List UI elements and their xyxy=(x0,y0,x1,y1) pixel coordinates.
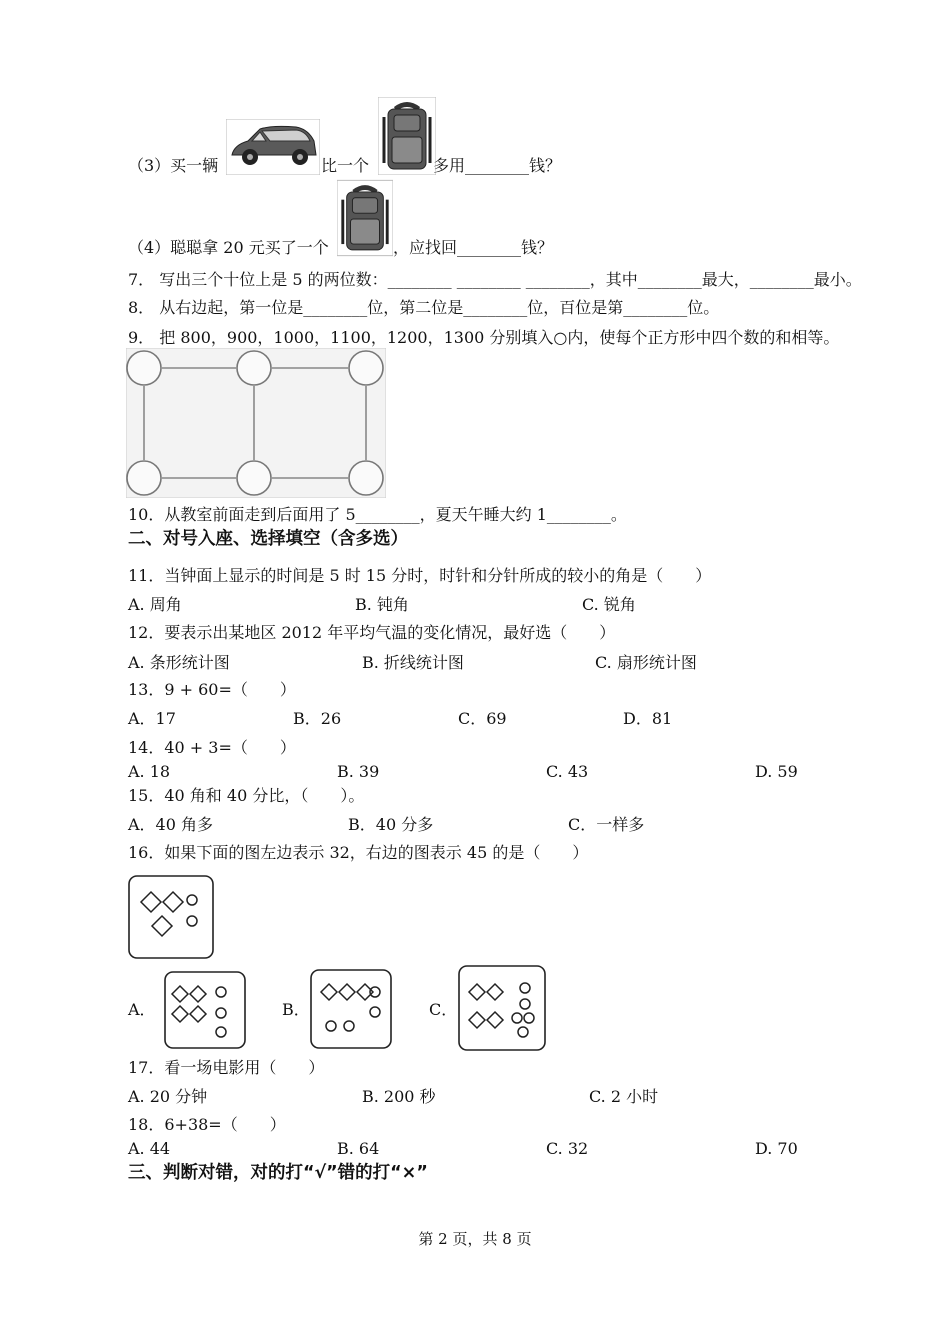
q11-stem: 11．当钟面上显示的时间是 5 时 15 分时，时针和分针所成的较小的角是（ ） xyxy=(128,566,712,585)
q13-stem: 13．9 + 60=（ ） xyxy=(128,680,296,699)
q18-stem: 18．6+38=（ ） xyxy=(128,1115,286,1134)
shape-card-image[interactable] xyxy=(153,966,249,1052)
backpack-image xyxy=(378,97,436,175)
q18-option-d[interactable]: D. 70 xyxy=(755,1139,798,1158)
q16-option-a[interactable]: A． xyxy=(128,1000,156,1019)
q18-option-a[interactable]: A. 44 xyxy=(128,1139,171,1158)
q15-option-b[interactable]: B．40 分多 xyxy=(348,815,434,834)
section-3-heading: 三、判断对错，对的打“√”错的打“×” xyxy=(128,1163,428,1183)
q16-option-c[interactable]: C． xyxy=(429,1000,458,1019)
q12-stem: 12．要表示出某地区 2012 年平均气温的变化情况，最好选（ ） xyxy=(128,623,616,642)
q17-stem: 17．看一场电影用（ ） xyxy=(128,1058,325,1077)
q14-option-d[interactable]: D. 59 xyxy=(755,762,798,781)
q7-text: 7． 写出三个十位上是 5 的两位数：________ ________ ________，其中________最大，________最小。 xyxy=(128,270,862,289)
backpack-image xyxy=(337,179,393,257)
q13-option-c[interactable]: C．69 xyxy=(458,709,507,728)
q6-3-middle: 比一个 xyxy=(321,156,370,175)
q14-option-b[interactable]: B. 39 xyxy=(337,762,380,781)
q6-4-suffix: ，应找回________钱？ xyxy=(393,238,554,257)
q12-option-a[interactable]: A. 条形统计图 xyxy=(128,653,230,672)
q14-option-c[interactable]: C. 43 xyxy=(546,762,589,781)
circle-square-diagram xyxy=(126,348,386,498)
car-image xyxy=(226,119,320,175)
q11-option-b[interactable]: B. 钝角 xyxy=(355,595,409,614)
q18-option-c[interactable]: C. 32 xyxy=(546,1139,589,1158)
q15-option-c[interactable]: C．一样多 xyxy=(568,815,645,834)
shape-card-image[interactable] xyxy=(455,962,549,1054)
q6-4-prefix: （4）聪聪拿 20 元买了一个 xyxy=(128,238,329,257)
q15-option-a[interactable]: A．40 角多 xyxy=(128,815,214,834)
q16-option-b[interactable]: B． xyxy=(282,1000,310,1019)
q13-option-d[interactable]: D．81 xyxy=(623,709,673,728)
section-2-heading: 二、对号入座、选择填空（含多选） xyxy=(128,529,408,549)
q6-3-prefix: （3）买一辆 xyxy=(128,156,219,175)
q10-text: 10．从教室前面走到后面用了 5________，夏天午睡大约 1________。 xyxy=(128,505,627,524)
q13-option-b[interactable]: B．26 xyxy=(293,709,342,728)
q15-stem: 15．40 角和 40 分比，（ ）。 xyxy=(128,786,365,805)
shape-card-image xyxy=(126,864,240,964)
q17-option-a[interactable]: A. 20 分钟 xyxy=(128,1087,208,1106)
q14-stem: 14．40 + 3=（ ） xyxy=(128,738,296,757)
q17-option-b[interactable]: B. 200 秒 xyxy=(362,1087,436,1106)
page-footer: 第 2 页，共 8 页 xyxy=(418,1230,532,1248)
q17-option-c[interactable]: C. 2 小时 xyxy=(589,1087,659,1106)
q18-option-b[interactable]: B. 64 xyxy=(337,1139,380,1158)
q11-option-a[interactable]: A. 周角 xyxy=(128,595,182,614)
q16-stem: 16．如果下面的图左边表示 32，右边的图表示 45 的是（ ） xyxy=(128,843,589,862)
q12-option-b[interactable]: B. 折线统计图 xyxy=(362,653,464,672)
q12-option-c[interactable]: C. 扇形统计图 xyxy=(595,653,697,672)
q6-3-suffix: 多用________钱？ xyxy=(433,156,562,175)
q14-option-a[interactable]: A. 18 xyxy=(128,762,171,781)
q9-text: 9． 把 800，900，1000，1100，1200，1300 分别填入○内，使每个正方形中四个数的和相等。 xyxy=(128,328,840,347)
q8-text: 8． 从右边起，第一位是________位，第二位是________位，百位是第________位。 xyxy=(128,298,720,317)
q11-option-c[interactable]: C. 锐角 xyxy=(582,595,636,614)
shape-card-image[interactable] xyxy=(305,964,397,1052)
q13-option-a[interactable]: A．17 xyxy=(128,709,176,728)
